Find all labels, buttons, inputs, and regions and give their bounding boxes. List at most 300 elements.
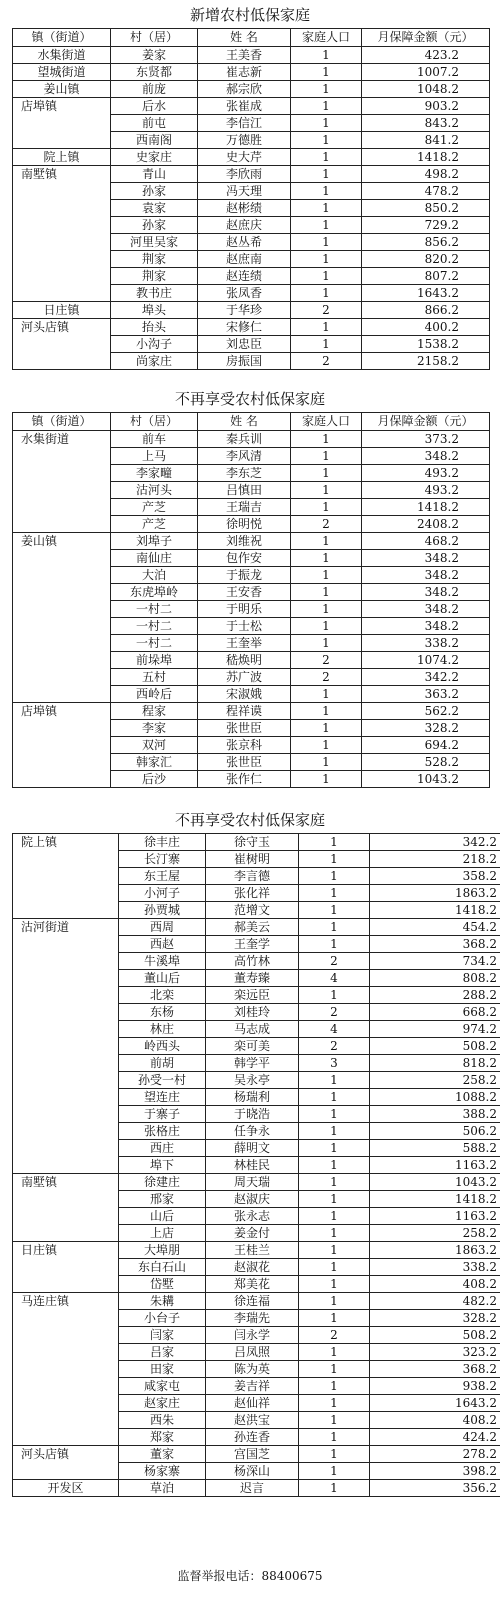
name-cell: 徐守玉 [206,834,299,851]
town-cell: 马连庄镇 [13,1293,119,1446]
town-cell: 院上镇 [13,834,119,919]
table-row [13,81,490,98]
monthly-amount-cell: 388.2 [370,1106,500,1123]
household-size-cell: 1 [291,618,362,635]
name-cell: 高竹林 [206,953,299,970]
household-size-cell: 2 [299,1038,370,1055]
household-size-cell: 1 [299,1089,370,1106]
name-cell: 孙连香 [206,1429,299,1446]
monthly-amount-cell: 734.2 [370,953,500,970]
name-cell: 薛明文 [206,1140,299,1157]
monthly-amount-cell: 2408.2 [362,516,490,533]
village-cell: 埠下 [119,1157,206,1174]
table-row [13,834,500,851]
monthly-amount-cell: 218.2 [370,851,500,868]
household-size-cell: 1 [291,132,362,149]
village-cell: 西朱 [119,1412,206,1429]
household-size-cell: 1 [291,499,362,516]
village-cell: 荆家 [111,268,198,285]
village-cell: 前庞 [111,81,198,98]
monthly-amount-cell: 408.2 [370,1412,500,1429]
household-size-cell: 1 [299,1463,370,1480]
village-cell: 东白石山 [119,1259,206,1276]
name-cell: 郝宗欣 [198,81,291,98]
name-cell: 包作安 [198,550,291,567]
village-cell: 尚家庄 [111,353,198,370]
village-cell: 田家 [119,1361,206,1378]
household-size-cell: 1 [291,319,362,336]
town-cell: 开发区 [13,1480,119,1497]
household-size-cell: 1 [299,868,370,885]
monthly-amount-cell: 668.2 [370,1004,500,1021]
report-hotline: 监督举报电话：88400675 [177,1569,323,1583]
household-size-cell: 1 [299,885,370,902]
household-size-cell: 1 [291,703,362,720]
name-cell: 崔树明 [206,851,299,868]
monthly-amount-cell: 454.2 [370,919,500,936]
family-table [12,28,490,370]
name-cell: 李风清 [198,448,291,465]
town-cell: 日庄镇 [13,1242,119,1293]
village-cell: 小台子 [119,1310,206,1327]
column-header: 姓 名 [198,29,291,47]
name-cell: 于明乐 [198,601,291,618]
town-cell: 水集街道 [13,47,111,64]
column-header: 镇（街道） [13,413,111,431]
name-cell: 徐连福 [206,1293,299,1310]
town-cell: 日庄镇 [13,302,111,319]
name-cell: 姜金付 [206,1225,299,1242]
name-cell: 李瑞先 [206,1310,299,1327]
monthly-amount-cell: 588.2 [370,1140,500,1157]
monthly-amount-cell: 368.2 [370,1361,500,1378]
household-size-cell: 1 [291,98,362,115]
village-cell: 岭西头 [119,1038,206,1055]
village-cell: 前屯 [111,115,198,132]
household-size-cell: 1 [291,482,362,499]
monthly-amount-cell: 1043.2 [362,771,490,788]
village-cell: 西周 [119,919,206,936]
village-cell: 望连庄 [119,1089,206,1106]
monthly-amount-cell: 368.2 [370,936,500,953]
name-cell: 赵庶南 [198,251,291,268]
monthly-amount-cell: 468.2 [362,533,490,550]
village-cell: 董山后 [119,970,206,987]
name-cell: 栾可美 [206,1038,299,1055]
name-cell: 吴永亭 [206,1072,299,1089]
household-size-cell: 1 [291,567,362,584]
section-title: 不再享受农村低保家庭 [174,811,325,829]
monthly-amount-cell: 506.2 [370,1123,500,1140]
monthly-amount-cell: 1643.2 [362,285,490,302]
table-row [13,1293,500,1310]
town-cell: 望城街道 [13,64,111,81]
name-cell: 张作仁 [198,771,291,788]
village-cell: 一村二 [111,618,198,635]
village-cell: 小河子 [119,885,206,902]
name-cell: 迟言 [206,1480,299,1497]
monthly-amount-cell: 328.2 [362,720,490,737]
name-cell: 宋淑娥 [198,686,291,703]
table-row [13,166,490,183]
monthly-amount-cell: 1088.2 [370,1089,500,1106]
village-cell: 后水 [111,98,198,115]
monthly-amount-cell: 323.2 [370,1344,500,1361]
household-size-cell: 1 [291,550,362,567]
household-size-cell: 1 [291,64,362,81]
monthly-amount-cell: 938.2 [370,1378,500,1395]
household-size-cell: 1 [299,1378,370,1395]
household-size-cell: 2 [291,669,362,686]
household-size-cell: 1 [291,47,362,64]
column-header: 家庭人口 [291,413,362,431]
table-row [13,1242,500,1259]
village-cell: 吕家 [119,1344,206,1361]
household-size-cell: 1 [291,771,362,788]
monthly-amount-cell: 1863.2 [370,1242,500,1259]
monthly-amount-cell: 424.2 [370,1429,500,1446]
name-cell: 李言德 [206,868,299,885]
household-size-cell: 1 [299,1208,370,1225]
name-cell: 赵丛希 [198,234,291,251]
village-cell: 林庄 [119,1021,206,1038]
town-cell: 姜山镇 [13,533,111,703]
monthly-amount-cell: 348.2 [362,448,490,465]
household-size-cell: 1 [291,635,362,652]
section-removed-families-1 [12,386,488,788]
monthly-amount-cell: 423.2 [362,47,490,64]
household-size-cell: 1 [291,336,362,353]
household-size-cell: 1 [299,1361,370,1378]
village-cell: 岱墅 [119,1276,206,1293]
household-size-cell: 1 [291,200,362,217]
village-cell: 西庄 [119,1140,206,1157]
monthly-amount-cell: 348.2 [362,584,490,601]
household-size-cell: 1 [291,115,362,132]
name-cell: 赵仙祥 [206,1395,299,1412]
household-size-cell: 1 [291,217,362,234]
column-header: 村（居） [111,29,198,47]
village-cell: 郑家 [119,1429,206,1446]
monthly-amount-cell: 1418.2 [362,149,490,166]
town-cell: 河头店镇 [13,1446,119,1480]
monthly-amount-cell: 400.2 [362,319,490,336]
village-cell: 南仙庄 [111,550,198,567]
household-size-cell: 1 [291,183,362,200]
section-title: 新增农村低保家庭 [189,6,310,24]
village-cell: 赵家庄 [119,1395,206,1412]
household-size-cell: 1 [299,987,370,1004]
monthly-amount-cell: 288.2 [370,987,500,1004]
household-size-cell: 1 [299,936,370,953]
monthly-amount-cell: 2158.2 [362,353,490,370]
household-size-cell: 2 [299,1327,370,1344]
monthly-amount-cell: 1048.2 [362,81,490,98]
name-cell: 刘维祝 [198,533,291,550]
village-cell: 教书庄 [111,285,198,302]
village-cell: 杨家寨 [119,1463,206,1480]
village-cell: 长汀寨 [119,851,206,868]
village-cell: 北栾 [119,987,206,1004]
table-row [13,319,490,336]
household-size-cell: 1 [291,465,362,482]
town-cell: 姜山镇 [13,81,111,98]
village-cell: 董家 [119,1446,206,1463]
household-size-cell: 1 [291,720,362,737]
household-size-cell: 2 [291,516,362,533]
village-cell: 东王屋 [119,868,206,885]
section-removed-families-2 [12,807,497,1497]
village-cell: 闫家 [119,1327,206,1344]
name-cell: 刘忠臣 [198,336,291,353]
village-cell: 史家庄 [111,149,198,166]
table-row [13,703,490,720]
name-cell: 赵洪宝 [206,1412,299,1429]
village-cell: 河里吴家 [111,234,198,251]
name-cell: 赵连绩 [198,268,291,285]
monthly-amount-cell: 348.2 [362,618,490,635]
monthly-amount-cell: 903.2 [362,98,490,115]
household-size-cell: 3 [299,1055,370,1072]
monthly-amount-cell: 478.2 [362,183,490,200]
household-size-cell: 2 [291,353,362,370]
name-cell: 张京科 [198,737,291,754]
household-size-cell: 1 [291,251,362,268]
village-cell: 李家 [111,720,198,737]
village-cell: 一村二 [111,635,198,652]
monthly-amount-cell: 1163.2 [370,1157,500,1174]
village-cell: 产芝 [111,499,198,516]
monthly-amount-cell: 358.2 [370,868,500,885]
name-cell: 于华珍 [198,302,291,319]
name-cell: 秦兵训 [198,431,291,448]
column-header: 月保障金额（元） [362,413,490,431]
name-cell: 赵淑花 [206,1259,299,1276]
name-cell: 宫国芝 [206,1446,299,1463]
village-cell: 邢家 [119,1191,206,1208]
name-cell: 程祥谟 [198,703,291,720]
monthly-amount-cell: 398.2 [370,1463,500,1480]
name-cell: 张崔成 [198,98,291,115]
name-cell: 王美香 [198,47,291,64]
monthly-amount-cell: 856.2 [362,234,490,251]
monthly-amount-cell: 843.2 [362,115,490,132]
table-row [13,1480,500,1497]
village-cell: 荆家 [111,251,198,268]
name-cell: 赵淑庆 [206,1191,299,1208]
household-size-cell: 1 [291,234,362,251]
table-row [13,431,490,448]
name-cell: 赵彬绩 [198,200,291,217]
household-size-cell: 1 [299,1395,370,1412]
name-cell: 董寿臻 [206,970,299,987]
name-cell: 张世臣 [198,754,291,771]
household-size-cell: 1 [291,448,362,465]
monthly-amount-cell: 342.2 [362,669,490,686]
name-cell: 郑美花 [206,1276,299,1293]
table-header-row [13,413,490,431]
village-cell: 上店 [119,1225,206,1242]
household-size-cell: 1 [299,1276,370,1293]
table-row [13,98,490,115]
monthly-amount-cell: 328.2 [370,1310,500,1327]
household-size-cell: 2 [291,652,362,669]
name-cell: 张世臣 [198,720,291,737]
household-size-cell: 1 [299,1225,370,1242]
name-cell: 姜吉祥 [206,1378,299,1395]
monthly-amount-cell: 408.2 [370,1276,500,1293]
village-cell: 孙家 [111,217,198,234]
household-size-cell: 1 [291,686,362,703]
name-cell: 万德胜 [198,132,291,149]
name-cell: 张永志 [206,1208,299,1225]
household-size-cell: 1 [291,584,362,601]
monthly-amount-cell: 493.2 [362,482,490,499]
household-size-cell: 1 [291,533,362,550]
monthly-amount-cell: 373.2 [362,431,490,448]
household-size-cell: 1 [299,1174,370,1191]
village-cell: 前胡 [119,1055,206,1072]
household-size-cell: 1 [299,1123,370,1140]
village-cell: 西岭后 [111,686,198,703]
monthly-amount-cell: 1418.2 [362,499,490,516]
name-cell: 徐明悦 [198,516,291,533]
name-cell: 张凤香 [198,285,291,302]
household-size-cell: 1 [299,1480,370,1497]
name-cell: 于士松 [198,618,291,635]
town-cell: 河头店镇 [13,319,111,370]
village-cell: 东虎埠岭 [111,584,198,601]
town-cell: 南墅镇 [13,166,111,302]
name-cell: 于晓浩 [206,1106,299,1123]
household-size-cell: 1 [299,1310,370,1327]
household-size-cell: 1 [299,1446,370,1463]
village-cell: 朱耩 [119,1293,206,1310]
table-row [13,1446,500,1463]
village-cell: 五村 [111,669,198,686]
monthly-amount-cell: 338.2 [370,1259,500,1276]
name-cell: 杨深山 [206,1463,299,1480]
household-size-cell: 1 [299,1242,370,1259]
monthly-amount-cell: 1418.2 [370,902,500,919]
name-cell: 林桂民 [206,1157,299,1174]
name-cell: 王桂兰 [206,1242,299,1259]
monthly-amount-cell: 498.2 [362,166,490,183]
monthly-amount-cell: 508.2 [370,1038,500,1055]
household-size-cell: 1 [291,754,362,771]
household-size-cell: 1 [291,737,362,754]
monthly-amount-cell: 1007.2 [362,64,490,81]
section-title: 不再享受农村低保家庭 [174,390,325,408]
household-size-cell: 1 [291,149,362,166]
column-header: 村（居） [111,413,198,431]
monthly-amount-cell: 1418.2 [370,1191,500,1208]
monthly-amount-cell: 808.2 [370,970,500,987]
name-cell: 王瑞吉 [198,499,291,516]
village-cell: 埠头 [111,302,198,319]
monthly-amount-cell: 820.2 [362,251,490,268]
household-size-cell: 4 [299,1021,370,1038]
name-cell: 杨瑞利 [206,1089,299,1106]
household-size-cell: 1 [291,268,362,285]
village-cell: 西赵 [119,936,206,953]
household-size-cell: 1 [299,1429,370,1446]
name-cell: 吕慎田 [198,482,291,499]
monthly-amount-cell: 562.2 [362,703,490,720]
village-cell: 东杨 [119,1004,206,1021]
household-size-cell: 1 [291,81,362,98]
monthly-amount-cell: 1043.2 [370,1174,500,1191]
household-size-cell: 1 [291,601,362,618]
village-cell: 咸家屯 [119,1378,206,1395]
village-cell: 草泊 [119,1480,206,1497]
name-cell: 王奎学 [206,936,299,953]
monthly-amount-cell: 258.2 [370,1072,500,1089]
monthly-amount-cell: 841.2 [362,132,490,149]
village-cell: 青山 [111,166,198,183]
name-cell: 房振国 [198,353,291,370]
name-cell: 崔志新 [198,64,291,81]
village-cell: 产芝 [111,516,198,533]
name-cell: 刘桂玲 [206,1004,299,1021]
village-cell: 抬头 [111,319,198,336]
village-cell: 后沙 [111,771,198,788]
village-cell: 双河 [111,737,198,754]
name-cell: 范增文 [206,902,299,919]
village-cell: 一村二 [111,601,198,618]
monthly-amount-cell: 1538.2 [362,336,490,353]
name-cell: 张化祥 [206,885,299,902]
village-cell: 孙家 [111,183,198,200]
village-cell: 徐丰庄 [119,834,206,851]
village-cell: 东贤都 [111,64,198,81]
monthly-amount-cell: 348.2 [362,567,490,584]
household-size-cell: 1 [299,1259,370,1276]
monthly-amount-cell: 850.2 [362,200,490,217]
household-size-cell: 4 [299,970,370,987]
monthly-amount-cell: 338.2 [362,635,490,652]
name-cell: 宋修仁 [198,319,291,336]
table-row [13,47,490,64]
village-cell: 袁家 [111,200,198,217]
column-header: 镇（街道） [13,29,111,47]
town-cell: 店埠镇 [13,98,111,149]
name-cell: 王安香 [198,584,291,601]
village-cell: 韩家汇 [111,754,198,771]
village-cell: 张格庄 [119,1123,206,1140]
family-table [12,833,500,1497]
section-new-families [12,2,488,370]
village-cell: 于寨子 [119,1106,206,1123]
village-cell: 沽河头 [111,482,198,499]
monthly-amount-cell: 278.2 [370,1446,500,1463]
name-cell: 马志成 [206,1021,299,1038]
name-cell: 任争永 [206,1123,299,1140]
monthly-amount-cell: 974.2 [370,1021,500,1038]
town-cell: 南墅镇 [13,1174,119,1242]
village-cell: 小沟子 [111,336,198,353]
household-size-cell: 1 [299,919,370,936]
monthly-amount-cell: 356.2 [370,1480,500,1497]
column-header: 家庭人口 [291,29,362,47]
monthly-amount-cell: 729.2 [362,217,490,234]
village-cell: 孙贾城 [119,902,206,919]
name-cell: 赵庶庆 [198,217,291,234]
village-cell: 大埠朋 [119,1242,206,1259]
household-size-cell: 1 [299,1106,370,1123]
household-size-cell: 1 [299,902,370,919]
household-size-cell: 1 [299,1191,370,1208]
